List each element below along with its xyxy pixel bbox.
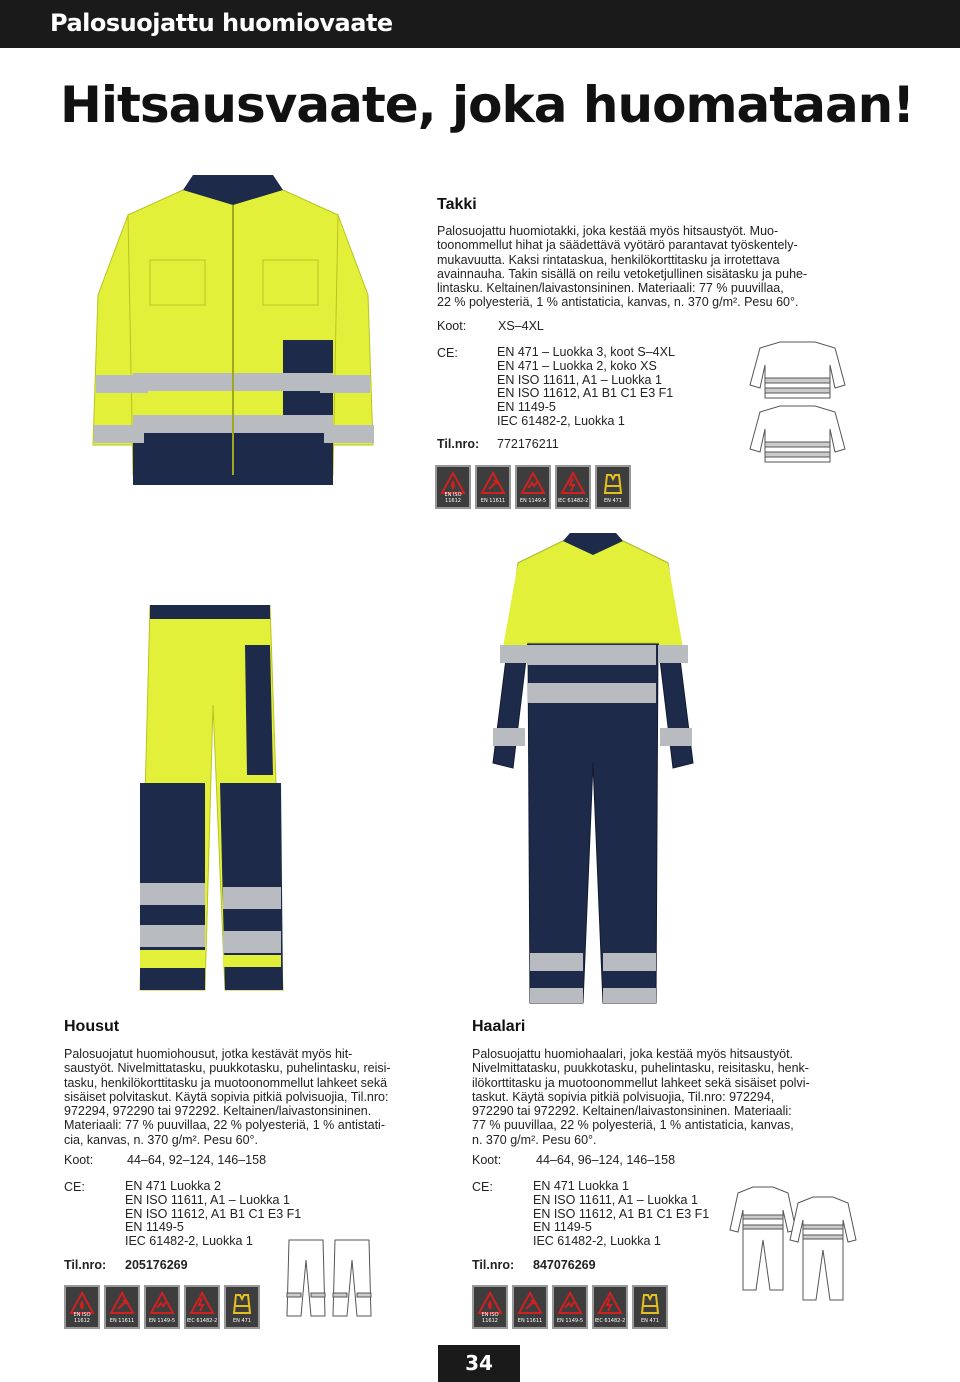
haalari-order-label: Til.nro: <box>472 1258 515 1272</box>
housut-order-no: 205176269 <box>125 1258 188 1272</box>
housut-order-label: Til.nro: <box>64 1258 107 1272</box>
housut-ce-list: EN 471 Luokka 2 EN ISO 11611, A1 – Luokka 1 EN ISO 11612, A1 B1 C1 E3 F1 EN 1149-5 IEC 61482-2, Luokka 1 <box>125 1179 302 1249</box>
page-number: 34 <box>465 1351 493 1375</box>
flame-icon: EN ISO 11612 <box>64 1285 100 1329</box>
hiviz-vest-icon: EN 471 <box>632 1285 668 1329</box>
page-number-box <box>438 1345 520 1382</box>
trousers-line-drawing <box>285 1238 375 1318</box>
coverall-line-drawing <box>728 1185 858 1305</box>
jacket-photo <box>88 175 378 490</box>
flame-icon: EN ISO 11612 <box>472 1285 508 1329</box>
welding-icon: EN 11611 <box>475 465 511 509</box>
housut-title: Housut <box>64 1018 120 1035</box>
coverall-photo <box>488 533 698 1013</box>
housut-sizes-label: Koot: <box>64 1153 94 1167</box>
haalari-order-no: 847076269 <box>533 1258 596 1272</box>
welding-icon: EN 11611 <box>512 1285 548 1329</box>
housut-description: Palosuojatut huomiohousut, jotka kestävät myös hit- saustyöt. Nivelmittatasku, puukkotasku, puhelintasku, reisi- tasku, henkilökorttitasku ja muotoonommellut lahkeet sekä sisäiset polvitaskut. Käytä sopivia pitkiä polvisuojia, Til.nro: 972294, 972290 tai 972292. Keltainen/laivastonsininen. Materiaali: 77 % puuvillaa, 22 % polyesteriä, 1 % antistati- cia, kanvas, n. 370 g/m². Pesu 60°. <box>64 1047 391 1147</box>
flame-icon: EN ISO 11612 <box>435 465 471 509</box>
housut-sizes: 44–64, 92–124, 146–158 <box>127 1153 267 1167</box>
haalari-ce-list: EN 471 Luokka 1 EN ISO 11611, A1 – Luokka 1 EN ISO 11612, A1 B1 C1 E3 F1 EN 1149-5 IEC 61482-2, Luokka 1 <box>533 1179 710 1249</box>
takki-sizes: XS–4XL <box>498 319 544 333</box>
haalari-sizes-label: Koot: <box>472 1153 502 1167</box>
arc-icon: IEC 61482-2 <box>592 1285 628 1329</box>
takki-order-label: Til.nro: <box>437 437 480 451</box>
header-bar <box>0 0 960 48</box>
antistatic-icon: EN 1149-5 <box>515 465 551 509</box>
hiviz-vest-icon: EN 471 <box>595 465 631 509</box>
takki-ce-label: CE: <box>437 346 458 360</box>
arc-icon: IEC 61482-2 <box>555 465 591 509</box>
takki-description: Palosuojattu huomiotakki, joka kestää myös hitsaustyöt. Muo- toonommellut hihat ja säädettävä vyötärö parantavat työskentely- mukavuutta. Kaksi rintataskua, henkilökorttitasku ja irrotettava avainnauha. Takin sisällä on reilu vetoketjullinen sisätasku ja puhe- lintasku. Keltainen/laivastonsininen. Materiaali: 77 % puuvillaa, 22 % polyesteriä, 1 % antistaticia, kanvas, n. 370 g/m². Pesu 60°. <box>437 224 808 310</box>
page-headline: Hitsausvaate, joka huomataan! <box>60 76 915 134</box>
takki-order-no: 772176211 <box>497 437 559 451</box>
haalari-cert-badges <box>472 1285 668 1329</box>
antistatic-icon: EN 1149-5 <box>144 1285 180 1329</box>
antistatic-icon: EN 1149-5 <box>552 1285 588 1329</box>
haalari-title: Haalari <box>472 1018 526 1035</box>
takki-sizes-label: Koot: <box>437 319 467 333</box>
takki-ce-list: EN 471 – Luokka 3, koot S–4XL EN 471 – Luokka 2, koko XS EN ISO 11611, A1 – Luokka 1 EN ISO 11612, A1 B1 C1 E3 F1 EN 1149-5 IEC 61482-2, Luokka 1 <box>497 345 675 428</box>
header-title: Palosuojattu huomiovaate <box>50 9 393 37</box>
haalari-sizes: 44–64, 96–124, 146–158 <box>536 1153 676 1167</box>
arc-icon: IEC 61482-2 <box>184 1285 220 1329</box>
trousers-photo <box>135 605 295 995</box>
jacket-line-drawing <box>745 340 850 470</box>
takki-cert-badges <box>435 465 631 509</box>
welding-icon: EN 11611 <box>104 1285 140 1329</box>
hiviz-vest-icon: EN 471 <box>224 1285 260 1329</box>
housut-cert-badges <box>64 1285 260 1329</box>
housut-ce-label: CE: <box>64 1180 85 1194</box>
haalari-ce-label: CE: <box>472 1180 493 1194</box>
takki-title: Takki <box>437 196 477 213</box>
haalari-description: Palosuojattu huomiohaalari, joka kestää myös hitsaustyöt. Nivelmittatasku, puukkotasku, puhelintasku, reisitasku, henk- ilökorttitasku ja muotoonommellut lahkeet sekä sisäiset polvi- taskut. Käytä sopivia pitkiä polvisuojia, Til.nro: 972294, 972290 tai 972292. Keltainen/laivastonsininen. Materiaali: 77 % puuvillaa, 22 % polyesteriä, 1 % antistaticia, kanvas, n. 370 g/m². Pesu 60°. <box>472 1047 810 1147</box>
